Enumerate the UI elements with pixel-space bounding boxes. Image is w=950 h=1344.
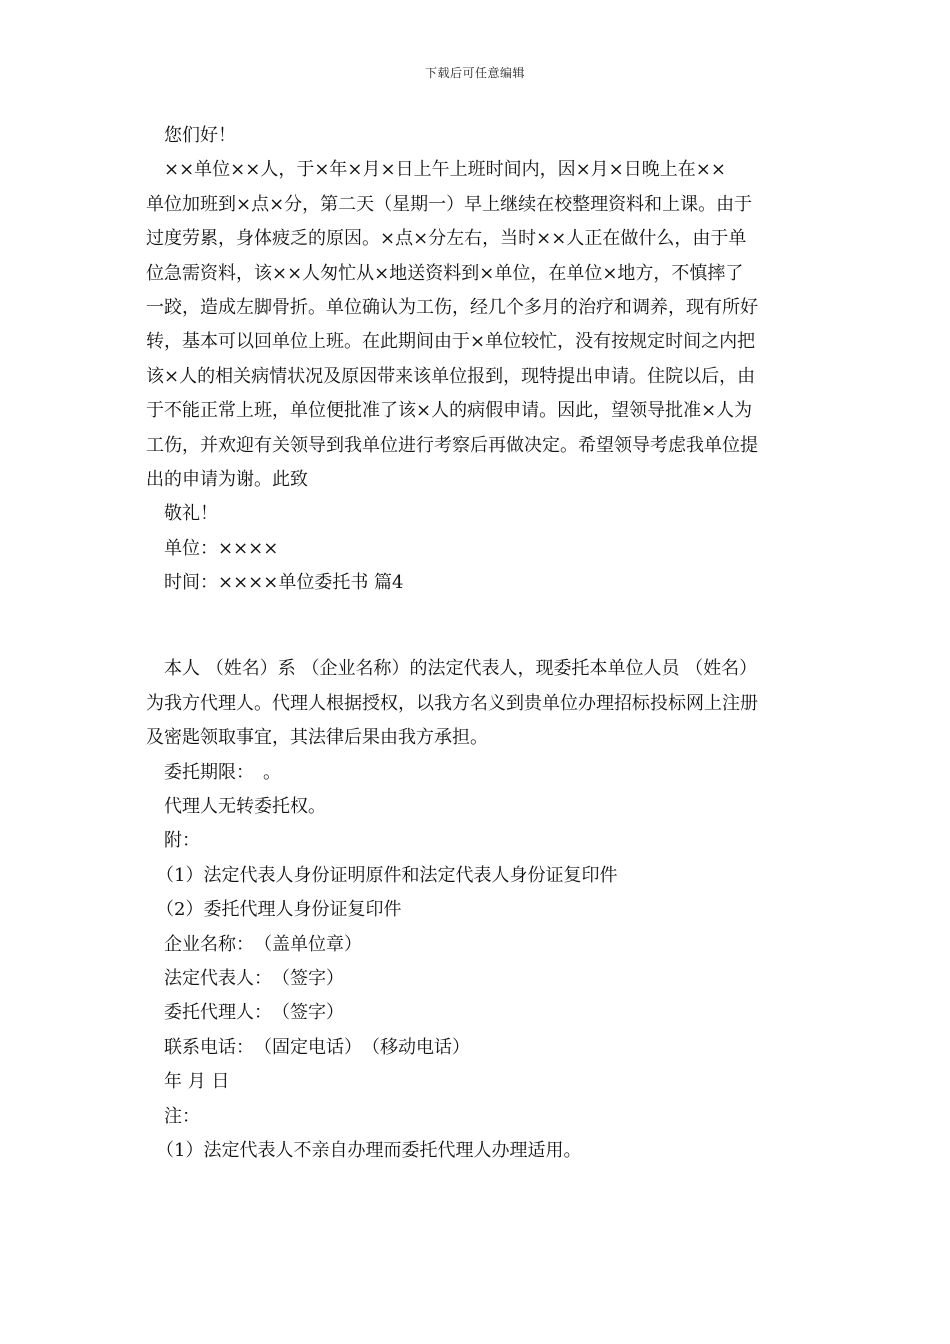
letter-paragraph-line: 出的申请为谢。此致: [146, 468, 308, 490]
entrust-note-label: 注：: [164, 1105, 200, 1127]
letter-unit: 单位：××××: [164, 537, 279, 559]
letter-paragraph-line: 转，基本可以回单位上班。在此期间由于×单位较忙，没有按规定时间之内把: [146, 331, 756, 353]
letter-paragraph-line: 一跤，造成左脚骨折。单位确认为工伤，经几个多月的治疗和调养，现有所好: [146, 296, 758, 318]
letter-time-and-title: 时间：××××单位委托书 篇4: [164, 572, 404, 594]
entrust-paragraph-line: 及密匙领取事宜，其法律后果由我方承担。: [146, 727, 488, 749]
letter-paragraph-line: ××单位××人，于×年×月×日上午上班时间内，因×月×日晚上在××: [164, 159, 726, 181]
entrust-date: 年 月 日: [164, 1071, 230, 1093]
entrust-legal-rep: 法定代表人： （签字）: [164, 967, 344, 989]
document-body: [146, 119, 808, 1168]
entrust-company: 企业名称： （盖单位章）: [164, 933, 362, 955]
letter-greeting: 您们好！: [164, 125, 236, 146]
letter-paragraph-line: 于不能正常上班，单位便批准了该×人的病假申请。因此，望领导批准×人为: [146, 400, 753, 422]
letter-paragraph-line: 过度劳累，身体疲乏的原因。×点×分左右，当时××人正在做什么，由于单: [146, 228, 747, 250]
letter-paragraph-line: 单位加班到×点×分，第二天（星期一）早上继续在校整理资料和上课。由于: [146, 193, 753, 215]
letter-paragraph-line: 工伤，并欢迎有关领导到我单位进行考察后再做决定。希望领导考虑我单位提: [146, 434, 758, 456]
section-gap: [146, 600, 808, 652]
download-note-header: 下载后可任意编辑: [424, 66, 525, 80]
letter-paragraph-line: 该×人的相关病情状况及原因带来该单位报到，现特提出申请。住院以后，由: [146, 365, 756, 387]
entrust-paragraph-line: 本人 （姓名）系 （企业名称）的法定代表人，现委托本单位人员 （姓名）: [164, 658, 758, 680]
entrust-note-item: （1）法定代表人不亲自办理而委托代理人办理适用。: [156, 1139, 582, 1161]
entrust-attachment-item: （1）法定代表人身份证明原件和法定代表人身份证复印件: [156, 864, 618, 886]
entrust-attachment-item: （2）委托代理人身份证复印件: [156, 899, 402, 921]
letter-paragraph-line: 位急需资料，该××人匆忙从×地送资料到×单位，在单位×地方，不慎摔了: [146, 262, 744, 284]
entrust-phone: 联系电话： （固定电话） （移动电话）: [164, 1036, 470, 1058]
entrust-term: 委托期限： 。: [164, 761, 281, 783]
entrust-attach-label: 附：: [164, 830, 200, 852]
entrust-no-transfer: 代理人无转委托权。: [164, 796, 326, 818]
entrust-agent: 委托代理人： （签字）: [164, 1002, 344, 1024]
letter-salute: 敬礼！: [164, 503, 218, 525]
entrust-paragraph-line: 为我方代理人。代理人根据授权，以我方名义到贵单位办理招标投标网上注册: [146, 692, 758, 714]
